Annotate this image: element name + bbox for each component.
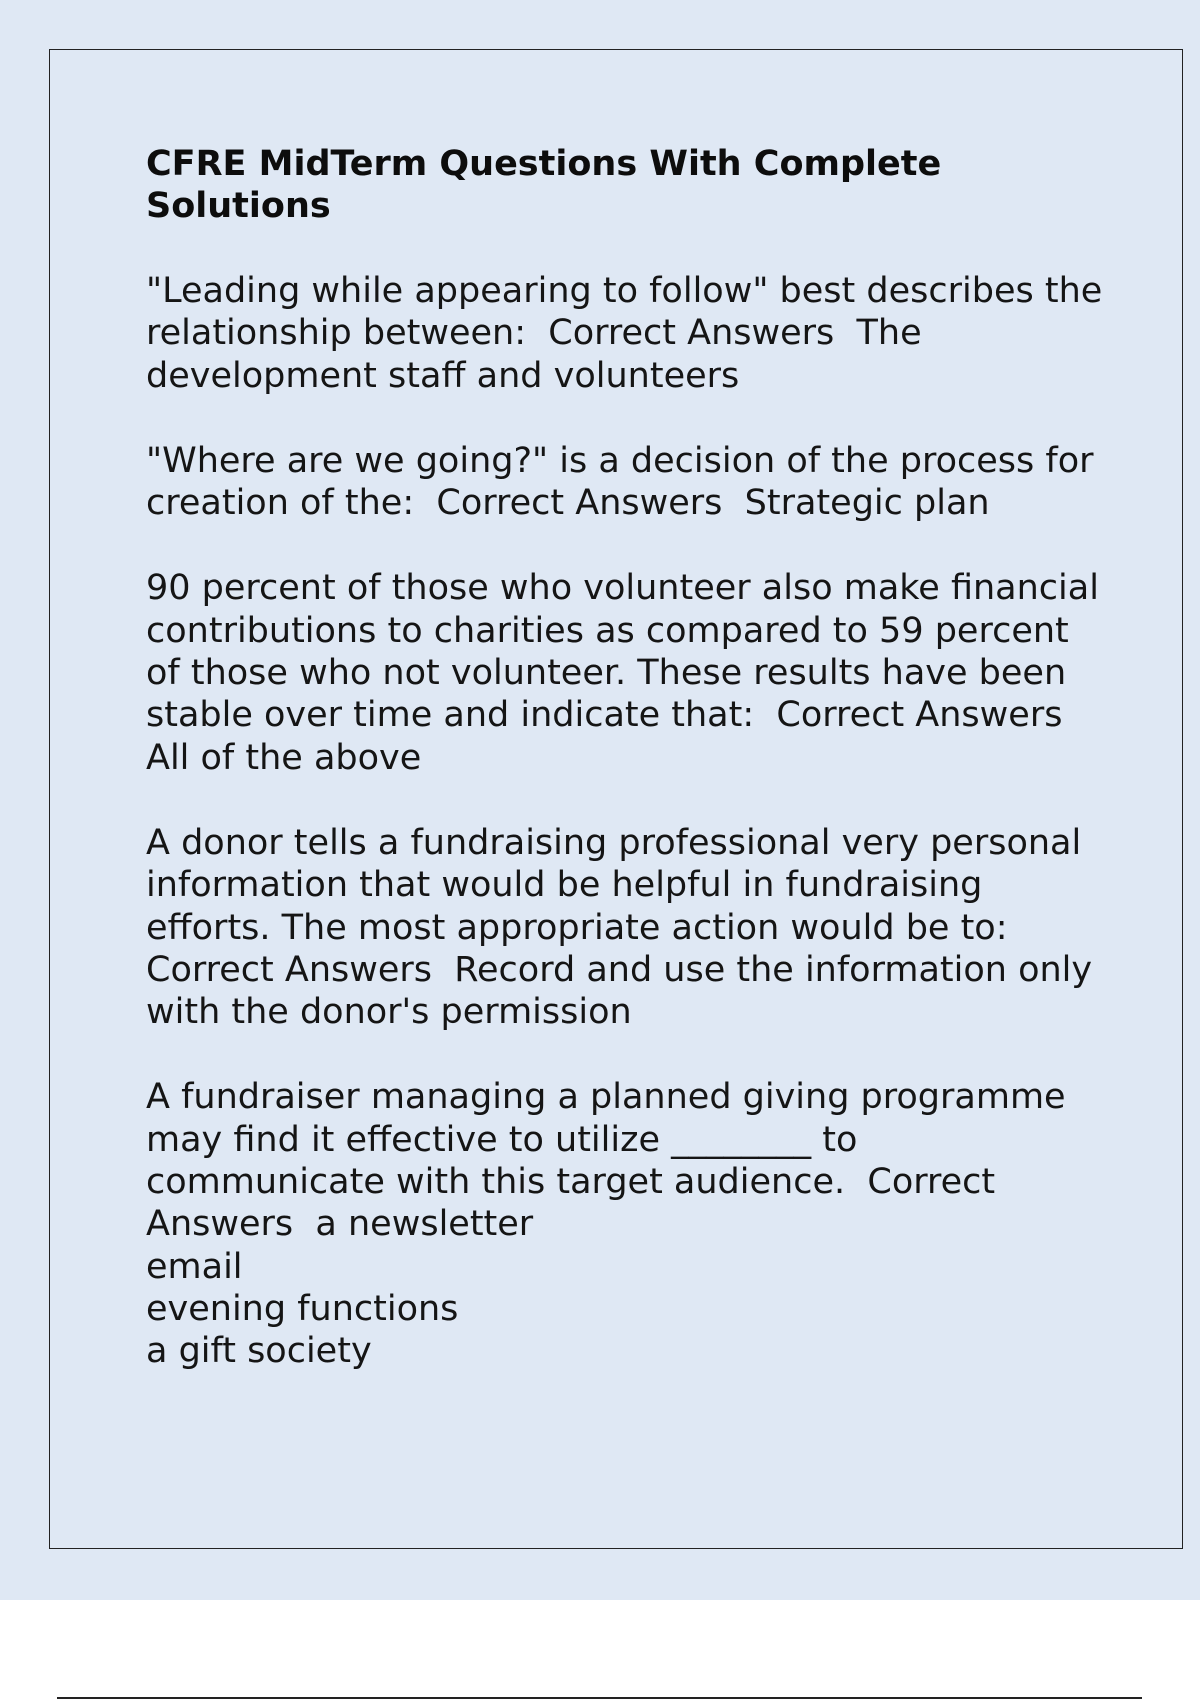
footer-rule bbox=[57, 1697, 1142, 1699]
answer-text: Record and use the information only with the donor's permission bbox=[146, 949, 1104, 1033]
answer-text: a newsletter email evening functions a gift society bbox=[146, 1204, 534, 1372]
document-title: CFRE MidTerm Questions With Complete Solutions bbox=[146, 144, 942, 226]
answer-marker: Correct Answers bbox=[146, 1162, 1007, 1245]
qa-item bbox=[146, 1076, 1106, 1372]
answer-marker: Correct Answers bbox=[776, 695, 1063, 736]
question-text: 90 percent of those who volunteer also make financial contributions to charities as compared to 59 percent of those who not volunteer. These results have been stable over time and indicate that: bbox=[146, 568, 1111, 736]
qa-item bbox=[146, 270, 1114, 397]
document-body bbox=[146, 143, 1114, 1416]
question-text: "Leading while appearing to follow" best describes the relationship between: bbox=[146, 271, 1114, 354]
answer-marker: Correct Answers bbox=[548, 313, 835, 354]
question-text: A donor tells a fundraising professional very personal information that would be helpful in fundraising efforts. The most appropriate action would be to: bbox=[146, 822, 1093, 948]
qa-item bbox=[146, 567, 1111, 778]
answer-text: The development staff and volunteers bbox=[146, 313, 933, 396]
question-text: A fundraiser managing a planned giving programme may find it effective to utilize ________ to communicate with this target audience. bbox=[146, 1077, 1077, 1203]
qa-item bbox=[146, 440, 1106, 525]
answer-marker: Correct Answers bbox=[146, 949, 433, 990]
answer-text: Strategic plan bbox=[744, 483, 990, 524]
answer-marker: Correct Answers bbox=[436, 483, 723, 524]
answer-text: All of the above bbox=[146, 737, 422, 778]
qa-item bbox=[146, 822, 1106, 1033]
question-text: "Where are we going?" is a decision of the process for creation of the: bbox=[146, 440, 1105, 524]
